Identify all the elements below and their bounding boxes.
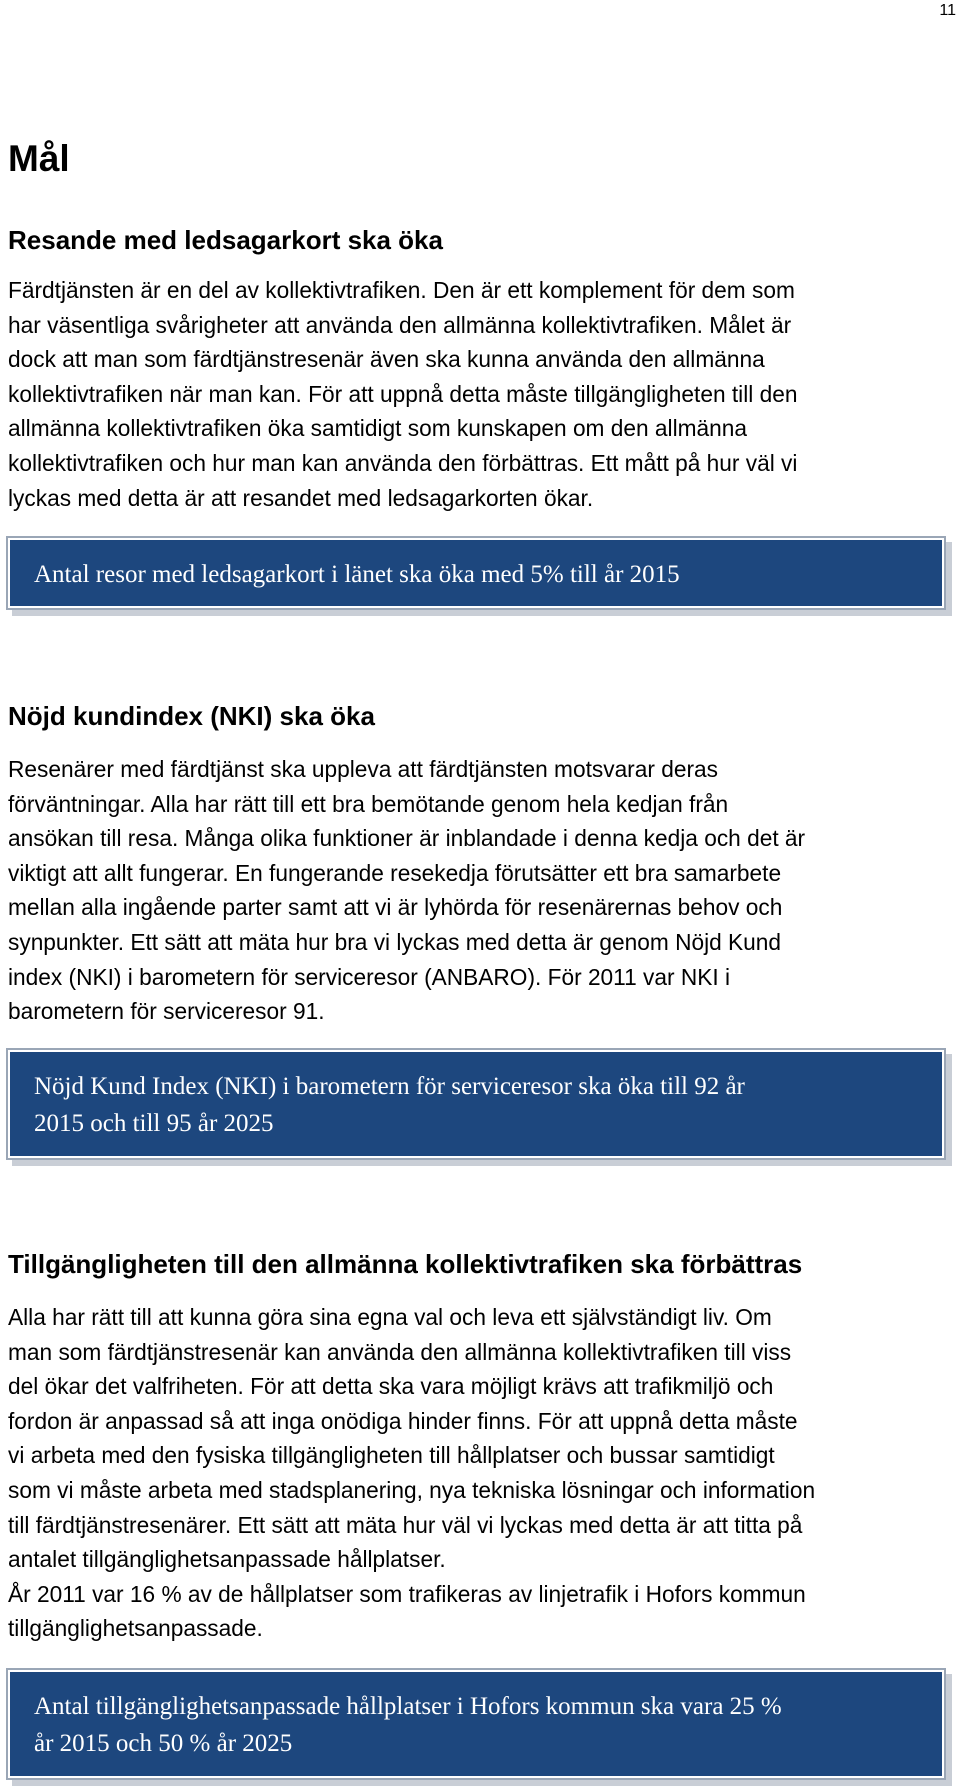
body-line: tillgänglighetsanpassade. [8, 1615, 263, 1642]
body-line: synpunkter. Ett sätt att mäta hur bra vi lyckas med detta är genom Nöjd Kund [8, 928, 782, 955]
body-line: Resenärer med färdtjänst ska uppleva att färdtjänsten motsvarar deras [8, 756, 718, 782]
section-body-ledsagarkort [8, 273, 958, 515]
body-line: som vi måste arbeta med stadsplanering, nya tekniska lösningar och information [8, 1476, 816, 1503]
goal-text: år 2015 och 50 % år 2025 [34, 1730, 293, 1757]
goal-text: Antal tillgänglighetsanpassade hållplatser i Hofors kommun ska vara 25 % [34, 1693, 782, 1720]
section-body-nki [8, 752, 958, 1029]
body-line: index (NKI) i barometern för serviceresor (ANBARO). För 2011 var NKI i [8, 963, 731, 990]
section-body-tillganglighet [8, 1300, 958, 1646]
goal-box-tillganglighet [8, 1670, 944, 1778]
body-line: förväntningar. Alla har rätt till ett bra bemötande genom hela kedjan från [8, 790, 729, 817]
body-line: Alla har rätt till att kunna göra sina egna val och leva ett självständigt liv. Om [8, 1304, 772, 1330]
goal-box-ledsagarkort [8, 538, 944, 608]
section-heading-tillganglighet: Tillgängligheten till den allmänna kollektivtrafiken ska förbättras [8, 1249, 803, 1279]
body-line: kollektivtrafiken när man kan. För att uppnå detta måste tillgängligheten till den [8, 380, 798, 407]
body-line: mellan alla ingående parter samt att vi är lyhörda för resenärernas behov och [8, 894, 783, 921]
goal-text: 2015 och till 95 år 2025 [34, 1110, 274, 1137]
section-heading-ledsagarkort: Resande med ledsagarkort ska öka [8, 225, 443, 255]
body-line: vi arbeta med den fysiska tillgängligheten till hållplatser och bussar samtidigt [8, 1442, 775, 1469]
section-heading-nki: Nöjd kundindex (NKI) ska öka [8, 701, 375, 731]
body-line: del ökar det valfriheten. För att detta ska vara möjligt krävs att trafikmiljö och [8, 1373, 774, 1400]
page-number: 11 [939, 2, 956, 19]
page-title: Mål [8, 138, 70, 179]
body-line: till färdtjänstresenärer. Ett sätt att mäta hur väl vi lyckas med detta är att titta på [8, 1511, 803, 1538]
goal-box-nki [8, 1050, 944, 1158]
goal-text: Nöjd Kund Index (NKI) i barometern för serviceresor ska öka till 92 år [34, 1073, 745, 1100]
body-line: antalet tillgänglighetsanpassade hållplatser. [8, 1546, 446, 1573]
body-line: allmänna kollektivtrafiken öka samtidigt som kunskapen om den allmänna [8, 415, 747, 442]
body-line: har väsentliga svårigheter att använda den allmänna kollektivtrafiken. Målet är [8, 311, 792, 338]
body-line: Färdtjänsten är en del av kollektivtrafiken. Den är ett komplement för dem som [8, 277, 795, 303]
body-line: dock att man som färdtjänstresenär även ska kunna använda den allmänna [8, 346, 765, 373]
body-line: viktigt att allt fungerar. En fungerande resekedja förutsätter ett bra samarbete [8, 859, 782, 886]
body-line: man som färdtjänstresenär kan använda den allmänna kollektivtrafiken till viss [8, 1338, 792, 1365]
body-line: lyckas med detta är att resandet med ledsagarkorten ökar. [8, 484, 594, 511]
body-line: kollektivtrafiken och hur man kan använda den förbättras. Ett mått på hur väl vi [8, 449, 798, 476]
body-line: barometern för serviceresor 91. [8, 998, 325, 1025]
body-line: ansökan till resa. Många olika funktioner är inblandade i denna kedja och det är [8, 825, 806, 852]
body-line: År 2011 var 16 % av de hållplatser som trafikeras av linjetrafik i Hofors kommun [8, 1580, 806, 1607]
body-line: fordon är anpassad så att inga onödiga hinder finns. För att uppnå detta måste [8, 1407, 798, 1434]
goal-text: Antal resor med ledsagarkort i länet ska öka med 5% till år 2015 [34, 561, 680, 588]
